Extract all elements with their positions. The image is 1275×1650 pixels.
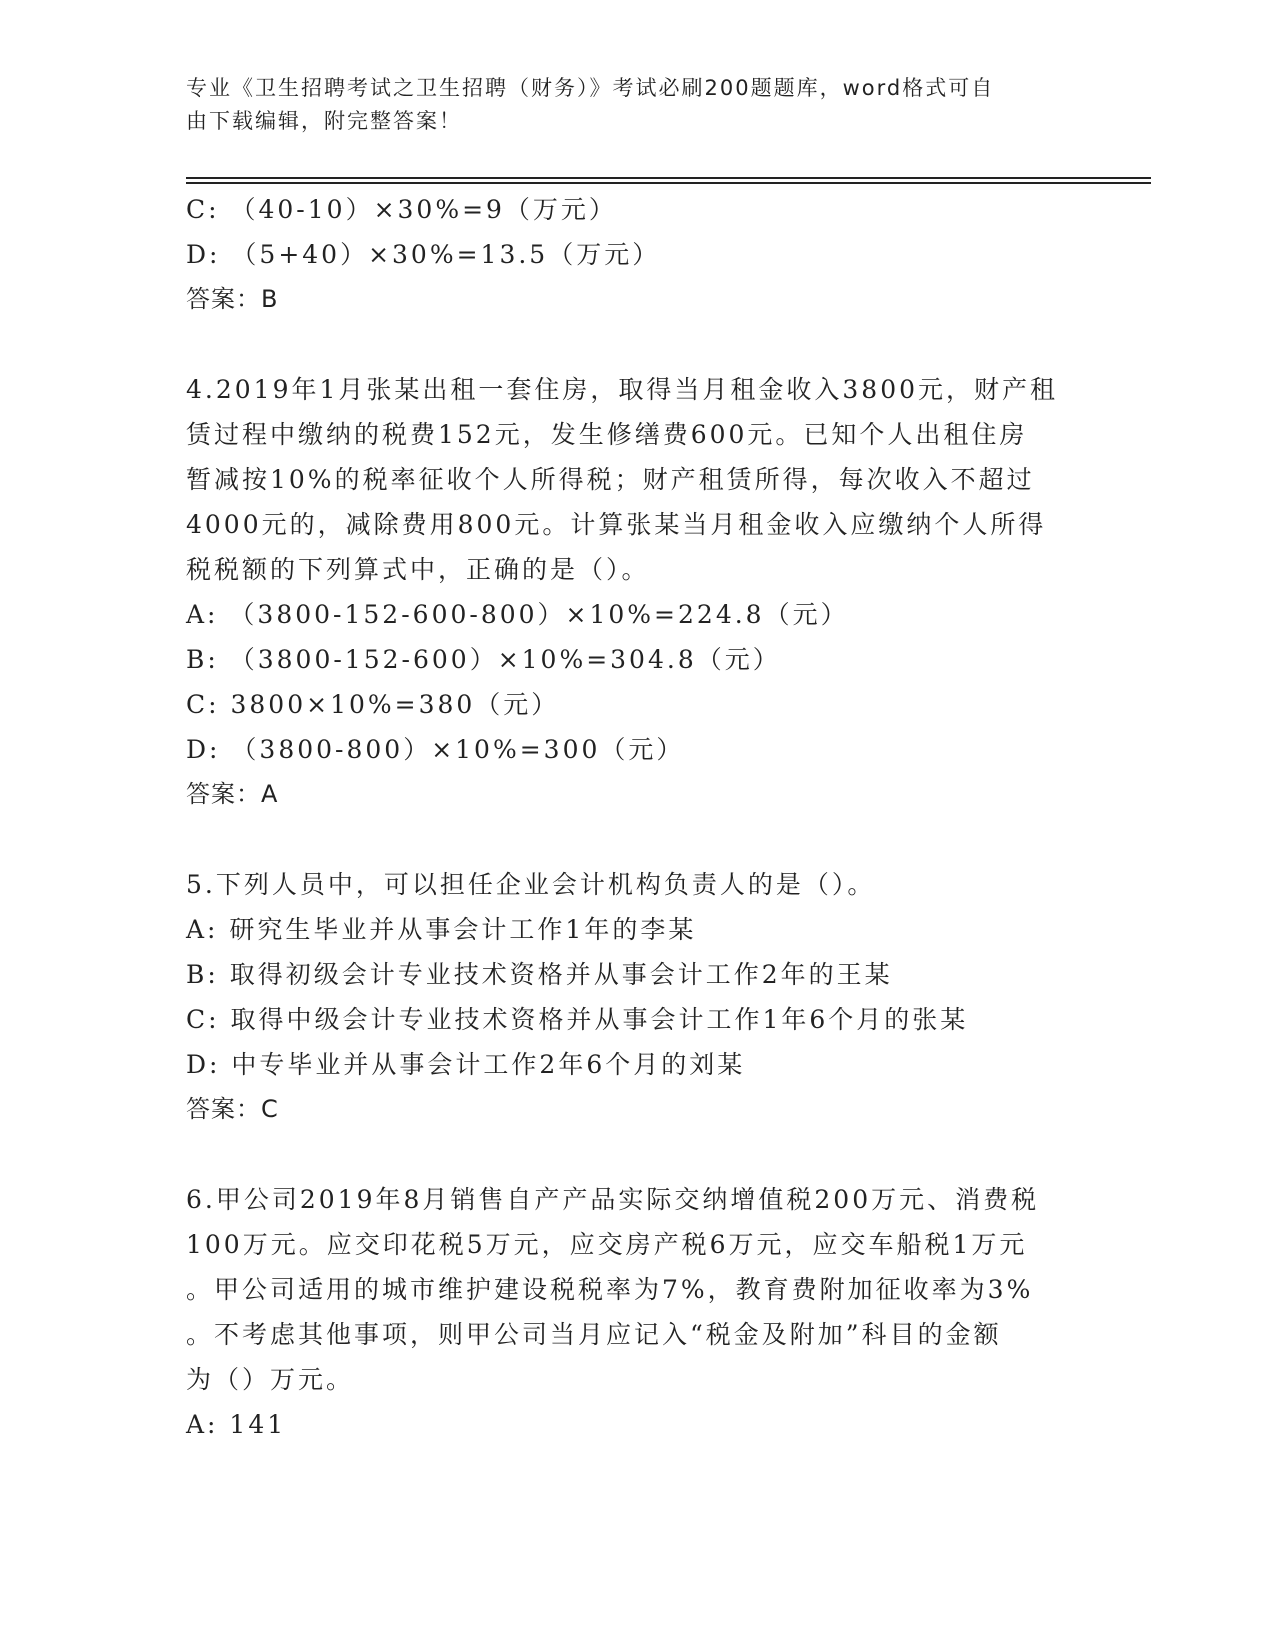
- q6-stem-line: 6.甲公司2019年8月销售自产产品实际交纳增值税200万元、消费税: [186, 1185, 1040, 1214]
- q4-stem-line: 赁过程中缴纳的税费152元，发生修缮费600元。已知个人出租住房: [186, 420, 1028, 449]
- q5-option-a: A: 研究生毕业并从事会计工作1年的李某: [186, 915, 697, 944]
- question-3-tail: [186, 187, 1076, 322]
- document-header: [186, 72, 1066, 138]
- q5-option-d: D: 中专毕业并从事会计工作2年6个月的刘某: [186, 1050, 746, 1079]
- header-title-line-2: 由下载编辑，附完整答案！: [186, 109, 462, 133]
- header-rule-top: [186, 177, 1151, 179]
- spacer: [186, 322, 1076, 367]
- header-title-line-1: 专业《卫生招聘考试之卫生招聘（财务）》考试必刷200题题库，word格式可自: [186, 76, 995, 100]
- question-5: [186, 862, 1076, 1132]
- q6-stem-line: 100万元。应交印花税5万元，应交房产税6万元，应交车船税1万元: [186, 1230, 1028, 1259]
- q4-stem-line: 税税额的下列算式中，正确的是（）。: [186, 555, 650, 584]
- q3-option-d: D: （5+40）×30%=13.5（万元）: [186, 240, 661, 269]
- q5-stem: [186, 862, 1076, 907]
- q4-stem-line: 4000元的，减除费用800元。计算张某当月租金收入应缴纳个人所得: [186, 510, 1047, 539]
- question-4: [186, 367, 1076, 817]
- q4-option-b: B: （3800-152-600）×10%=304.8（元）: [186, 645, 781, 674]
- q4-option-c: C: 3800×10%=380（元）: [186, 690, 560, 719]
- q4-option-a: A: （3800-152-600-800）×10%=224.8（元）: [186, 600, 849, 629]
- question-6: [186, 1177, 1076, 1447]
- q3-answer: 答案：B: [186, 285, 279, 313]
- q4-answer: 答案：A: [186, 780, 279, 808]
- q4-stem-line: 4.2019年1月张某出租一套住房，取得当月租金收入3800元，财产租: [186, 375, 1059, 404]
- q5-option-c: C: 取得中级会计专业技术资格并从事会计工作1年6个月的张某: [186, 1005, 969, 1034]
- q5-answer: 答案：C: [186, 1095, 279, 1123]
- q6-option-a: A: 141: [186, 1410, 287, 1439]
- header-rule-bottom: [186, 182, 1151, 184]
- spacer: [186, 817, 1076, 862]
- q6-stem-line: 为（）万元。: [186, 1365, 355, 1394]
- document-body: [186, 187, 1076, 1447]
- q6-stem-line: 。甲公司适用的城市维护建设税税率为7%，教育费附加征收率为3%: [186, 1275, 1034, 1304]
- q4-stem-line: 暂减按10%的税率征收个人所得税；财产租赁所得，每次收入不超过: [186, 465, 1035, 494]
- q4-stem: [186, 367, 1076, 592]
- q6-stem-line: 。不考虑其他事项，则甲公司当月应记入“税金及附加”科目的金额: [186, 1320, 1002, 1349]
- q6-stem: [186, 1177, 1076, 1402]
- q5-option-b: B: 取得初级会计专业技术资格并从事会计工作2年的王某: [186, 960, 893, 989]
- q3-option-c: C: （40-10）×30%=9（万元）: [186, 195, 617, 224]
- q5-stem-line: 5.下列人员中，可以担任企业会计机构负责人的是（）。: [186, 870, 876, 899]
- spacer: [186, 1132, 1076, 1177]
- q4-option-d: D: （3800-800）×10%=300（元）: [186, 735, 685, 764]
